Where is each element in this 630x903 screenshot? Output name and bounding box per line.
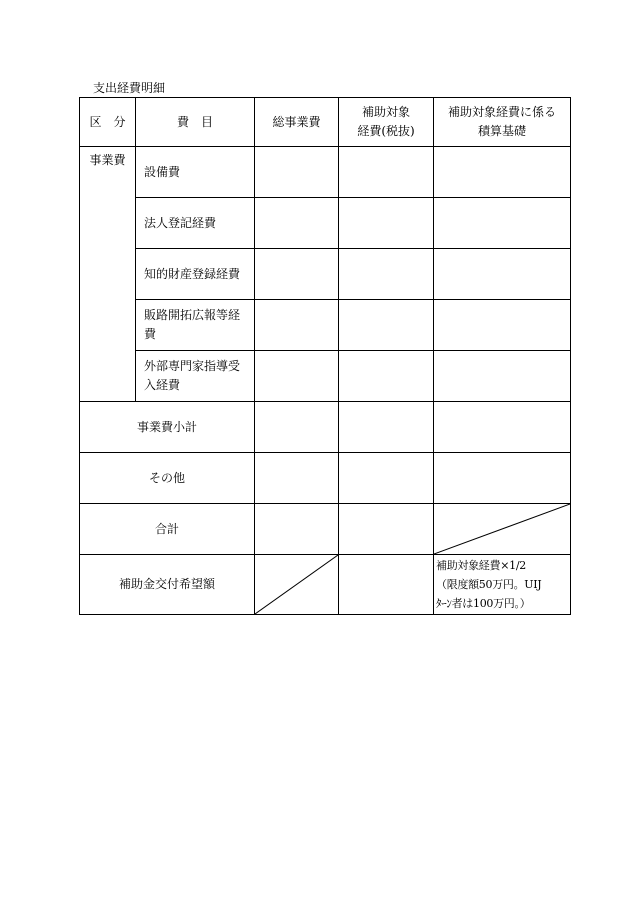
basis-cell: [434, 453, 571, 504]
eligible-cost-cell: [339, 402, 434, 453]
category-project-cost: 事業費: [80, 147, 136, 402]
total-cost-cell-struck: [255, 555, 339, 615]
subsidy-calculation: [434, 555, 571, 615]
subsidy-label: 補助金交付希望額: [80, 555, 255, 615]
eligible-cost-cell: [339, 351, 434, 402]
total-cost-cell: [255, 147, 339, 198]
basis-cell: [434, 300, 571, 351]
subsidy-calc-line2: （限度額50万円。UIJ: [436, 578, 542, 591]
diagonal-strike: [255, 555, 338, 614]
header-basis: [434, 98, 571, 147]
subsidy-calc-line1: 補助対象経費×1/2: [436, 559, 526, 572]
basis-cell: [434, 147, 571, 198]
subtotal-row: [80, 402, 571, 453]
basis-cell: [434, 402, 571, 453]
basis-cell: [434, 249, 571, 300]
header-basis-line2: 積算基礎: [477, 124, 526, 138]
eligible-cost-cell: [339, 300, 434, 351]
header-total-cost: 総事業費: [255, 98, 339, 147]
item-label: 外部専門家指導受 入経費: [136, 351, 255, 402]
total-cost-cell: [255, 198, 339, 249]
basis-cell: [434, 198, 571, 249]
basis-cell: [434, 351, 571, 402]
total-cost-cell: [255, 453, 339, 504]
item-label: 法人登記経費: [136, 198, 255, 249]
total-label: 合計: [80, 504, 255, 555]
table-row: [80, 249, 571, 300]
eligible-cost-cell: [339, 249, 434, 300]
header-category: 区 分: [80, 98, 136, 147]
item-label: 知的財産登録経費: [136, 249, 255, 300]
item-label: 販路開拓広報等経 費: [136, 300, 255, 351]
header-eligible-cost: [339, 98, 434, 147]
table-caption: 支出経費明細: [93, 81, 166, 95]
header-eligible-line1: 補助対象: [361, 105, 410, 119]
eligible-cost-cell: [339, 147, 434, 198]
total-cost-cell: [255, 300, 339, 351]
total-cost-cell: [255, 402, 339, 453]
eligible-cost-cell: [339, 453, 434, 504]
total-cost-cell: [255, 504, 339, 555]
eligible-cost-cell: [339, 555, 434, 615]
table-row: [80, 147, 571, 198]
table-row: [80, 300, 571, 351]
diagonal-strike: [434, 504, 570, 554]
table-row: [80, 198, 571, 249]
total-row: [80, 504, 571, 555]
header-basis-line1: 補助対象経費に係る: [447, 105, 556, 119]
header-item: 費 目: [136, 98, 255, 147]
subtotal-label: 事業費小計: [80, 402, 255, 453]
total-cost-cell: [255, 249, 339, 300]
expense-table: [79, 97, 571, 615]
item-label: 設備費: [136, 147, 255, 198]
eligible-cost-cell: [339, 198, 434, 249]
total-cost-cell: [255, 351, 339, 402]
basis-cell-struck: [434, 504, 571, 555]
table-row: [80, 351, 571, 402]
eligible-cost-cell: [339, 504, 434, 555]
subsidy-calc-line3: ﾀｰﾝ者は100万円。）: [436, 597, 531, 610]
subsidy-row: [80, 555, 571, 615]
other-label: その他: [80, 453, 255, 504]
header-eligible-line2: 経費(税抜): [357, 124, 415, 138]
header-row: [80, 98, 571, 147]
other-row: [80, 453, 571, 504]
